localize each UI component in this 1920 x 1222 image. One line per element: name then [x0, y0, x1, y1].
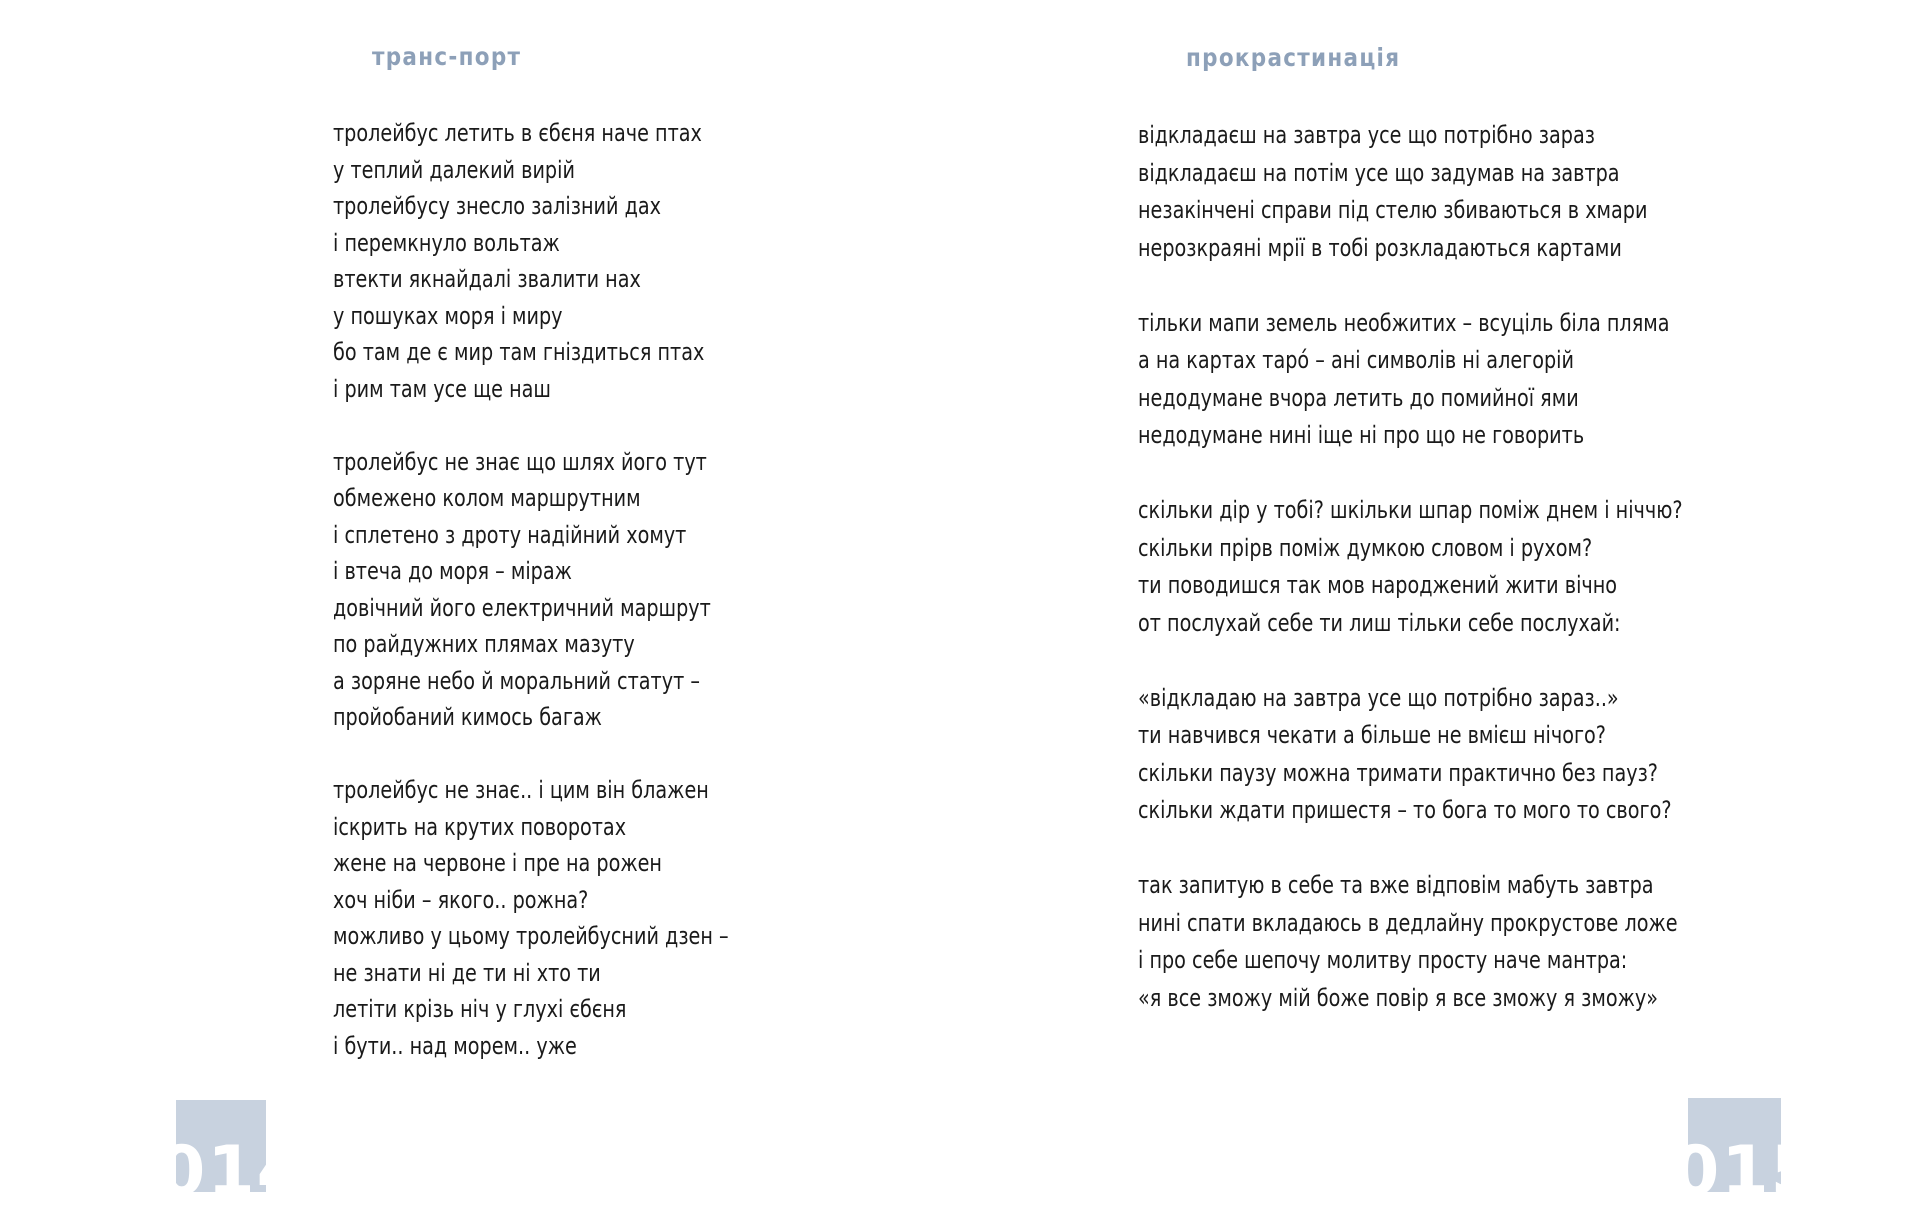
stanza — [333, 115, 828, 407]
poem-line: у пошуках моря і миру — [333, 301, 563, 330]
poem-line: ти поводишся так мов народжений жити вічно — [1138, 571, 1618, 599]
page-number-tab — [158, 1100, 306, 1211]
poem-line: недодумане нині іще ні про що не говорить — [1138, 421, 1585, 449]
stanza — [1138, 680, 1819, 830]
poem-line: скільки паузу можна тримати практично без пауз? — [1138, 758, 1658, 787]
poem-line: втекти якнайдалі звалити нах — [333, 265, 641, 293]
poem-line: і втеча до моря – міраж — [333, 557, 572, 585]
poem-line: іскрить на крутих поворотах — [333, 812, 627, 841]
poem-line: і про себе шепочу молитву просту наче мантра: — [1138, 946, 1628, 974]
poem-line: скільки дір у тобі? шкільки шпар поміж днем і ніччю? — [1138, 496, 1683, 524]
poem-line: і рим там усе ще наш — [333, 374, 551, 403]
poem-line: жене на червоне і пре на рожен — [333, 849, 662, 877]
poem-line: у теплий далекий вирій — [333, 155, 575, 184]
poem-line: тролейбус не знає.. і цим він блажен — [333, 776, 709, 804]
poem-line: довічний його електричний маршрут — [333, 593, 711, 622]
poem-body — [333, 115, 828, 1101]
stanza — [333, 444, 828, 736]
page-number: 014 — [158, 1132, 306, 1211]
poem-line: летіти крізь ніч у глухі єбєня — [333, 995, 627, 1023]
poem-line: ти навчився чекати а більше не вмієш нічого? — [1138, 721, 1606, 749]
stanza — [1138, 867, 1819, 1017]
poem-line: і перемкнуло вольтаж — [333, 228, 560, 257]
poem-line: хоч ніби – якого.. рожна? — [333, 885, 589, 914]
poem-line: от послухай себе ти лиш тільки себе послухай: — [1138, 608, 1621, 637]
poem-line: «я все зможу мій боже повір я все зможу я зможу» — [1138, 983, 1658, 1012]
stanza — [1138, 492, 1819, 642]
poem-line: «відкладаю на завтра усе що потрібно зараз..» — [1138, 683, 1619, 712]
stanza — [1138, 305, 1819, 455]
poem-line: обмежено колом маршрутним — [333, 484, 641, 512]
right-page — [960, 0, 1920, 1222]
stanza — [333, 772, 828, 1064]
stanza — [1138, 117, 1819, 267]
poem-line: відкладаєш на завтра усе що потрібно зараз — [1138, 121, 1595, 149]
page-number-tab — [1672, 1098, 1820, 1211]
poem-line: тролейбусу знесло залізний дах — [333, 192, 661, 220]
poem-line: і бути.. над морем.. уже — [333, 1031, 577, 1060]
poem-line: пройобаний кимось багаж — [333, 703, 602, 731]
poem-body — [1138, 117, 1819, 1055]
poem-title: прокрастинація — [1186, 43, 1401, 72]
poem-line: тролейбус летить в єбєня наче птах — [333, 119, 702, 147]
poem-line: відкладаєш на потім усе що задумав на завтра — [1138, 158, 1620, 187]
poem-line: а на картах таро́ – ані символів ні алегорій — [1138, 346, 1574, 374]
poem-line: недодумане вчора летить до помийної ями — [1138, 383, 1579, 412]
poem-line: так запитую в себе та вже відповім мабуть завтра — [1138, 871, 1654, 899]
poem-line: і сплетено з дроту надійний хомут — [333, 520, 687, 549]
poem-line: нині спати вкладаюсь в дедлайну прокрустове ложе — [1138, 908, 1678, 937]
poem-line: тролейбус не знає що шлях його тут — [333, 447, 707, 476]
poem-line: незакінчені справи під стелю збиваються в хмари — [1138, 196, 1648, 224]
poem-line: скільки прірв поміж думкою словом і рухом? — [1138, 533, 1593, 562]
poem-line: можливо у цьому тролейбусний дзен – — [333, 922, 729, 950]
poem-line: скільки ждати пришестя – то бога то мого то свого? — [1138, 796, 1672, 824]
poem-line: бо там де є мир там гніздиться птах — [333, 338, 705, 366]
poem-line: нерозкраяні мрії в тобі розкладаються картами — [1138, 233, 1622, 262]
poem-line: а зоряне небо й моральний статут – — [333, 666, 700, 695]
poem-line: тільки мапи земель необжитих – всуціль біла пляма — [1138, 308, 1670, 337]
poem-line: не знати ні де ти ні хто ти — [333, 958, 601, 987]
page-number: 015 — [1672, 1132, 1820, 1211]
poem-line: по райдужних плямах мазуту — [333, 630, 635, 658]
poem-title: транс-порт — [372, 42, 522, 71]
